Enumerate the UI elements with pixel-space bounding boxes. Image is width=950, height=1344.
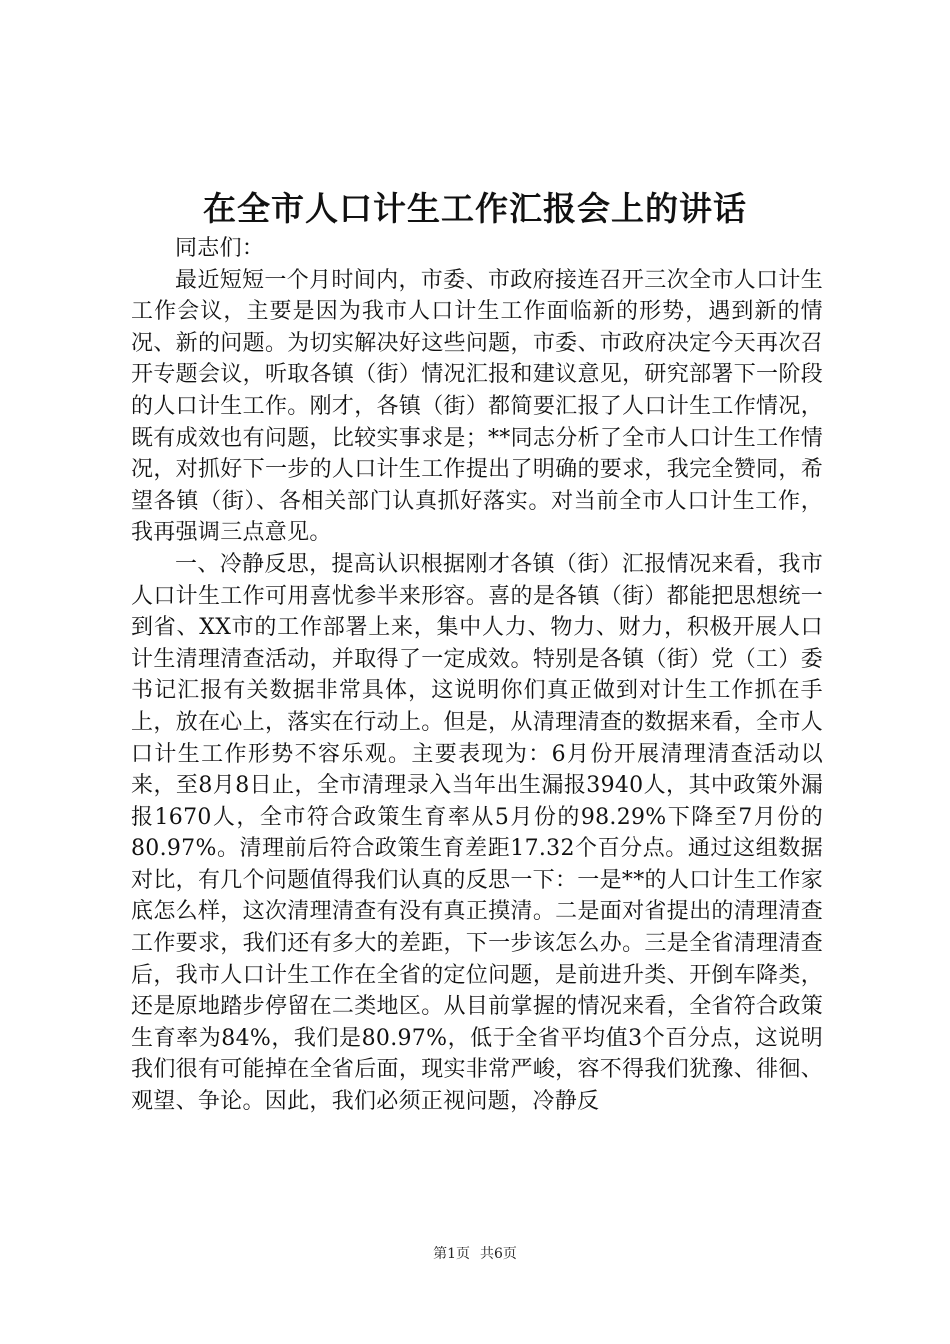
page-number: 第1页 [433,1246,470,1262]
paragraph-1: 最近短短一个月时间内，市委、市政府接连召开三次全市人口计生工作会议，主要是因为我市人口计生工作面临新的形势，遇到新的情况、新的问题。为切实解决好这些问题，市委、市政府决定今天再次召开专题会议，听取各镇（街）情况汇报和建议意见，研究部署下一阶段的人口计生工作。刚才，各镇（街）都简要汇报了人口计生工作情况，既有成效也有问题，比较实事求是；**同志分析了全市人口计生工作情况，对抓好下一步的人口计生工作提出了明确的要求，我完全赞同，希望各镇（街）、各相关部门认真抓好落实。对当前全市人口计生工作，我再强调三点意见。 [131,267,823,546]
salutation: 同志们： [175,236,265,261]
page-total: 共6页 [480,1246,517,1262]
document-title: 在全市人口计生工作汇报会上的讲话 [203,189,747,228]
document-body [131,233,823,1118]
page-footer [0,1244,950,1264]
paragraph-2: 一、冷静反思，提高认识根据刚才各镇（街）汇报情况来看，我市人口计生工作可用喜忧参半来形容。喜的是各镇（街）都能把思想统一到省、XX市的工作部署上来，集中人力、物力、财力，积极开展人口计生清理清查活动，并取得了一定成效。特别是各镇（街）党（工）委书记汇报有关数据非常具体，这说明你们真正做到对计生工作抓在手上，放在心上，落实在行动上。但是，从清理清查的数据来看，全市人口计生工作形势不容乐观。主要表现为：6月份开展清理清查活动以来，至8月8日止，全市清理录入当年出生漏报3940人，其中政策外漏报1670人，全市符合政策生育率从5月份的98.29%下降至7月份的80.97%。清理前后符合政策生育差距17.32个百分点。通过这组数据对比，有几个问题值得我们认真的反思一下：一是**的人口计生工作家底怎么样，这次清理清查有没有真正摸清。二是面对省提出的清理清查工作要求，我们还有多大的差距，下一步该怎么办。三是全省清理清查后，我市人口计生工作在全省的定位问题，是前进升类、开倒车降类，还是原地踏步停留在二类地区。从目前掌握的情况来看，全省符合政策生育率为84%，我们是80.97%，低于全省平均值3个百分点，这说明我们很有可能掉在全省后面，现实非常严峻，容不得我们犹豫、徘徊、观望、争论。因此，我们必须正视问题，冷静反 [131,551,823,1115]
